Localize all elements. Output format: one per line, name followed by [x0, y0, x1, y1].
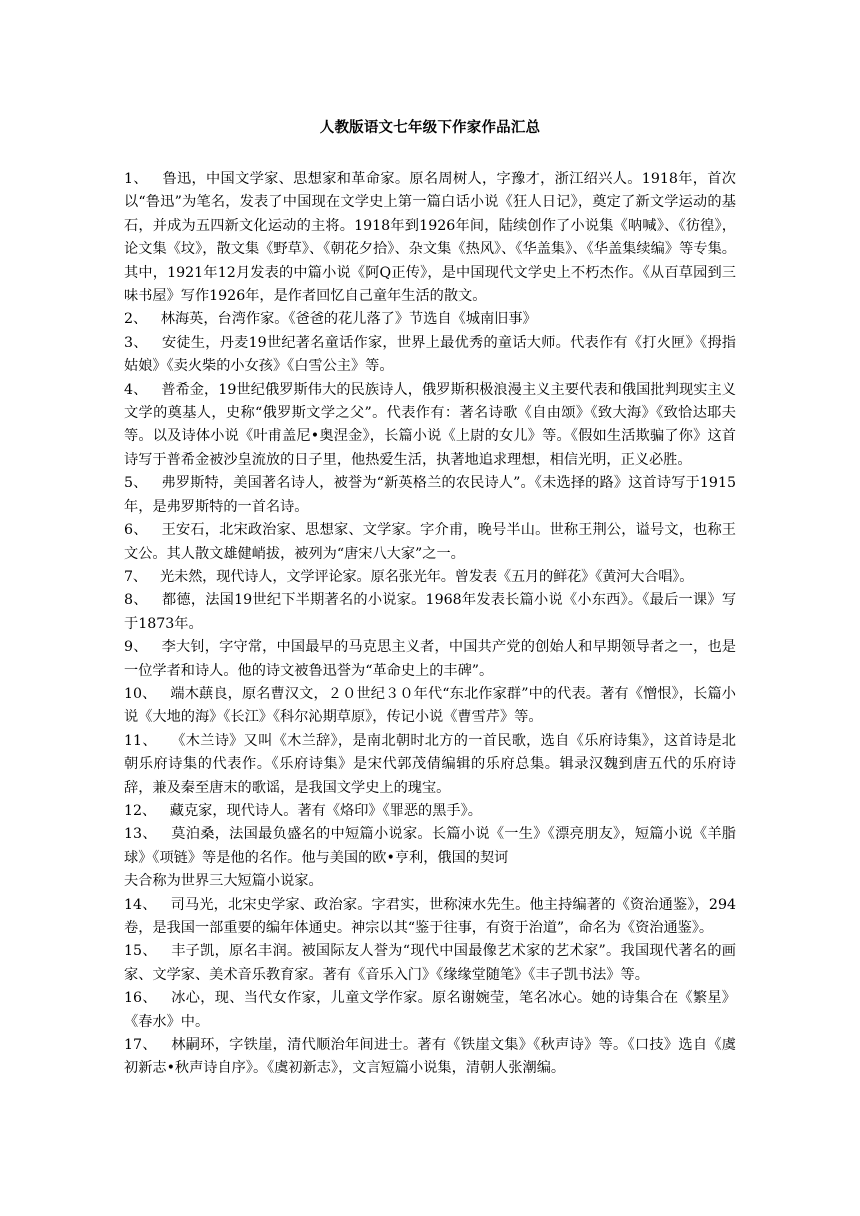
item-text: 林嗣环，字铁崖，清代顺治年间进士。著有《铁崖文集》《秋声诗》等。《口技》选自《虞初新志•秋声诗自序》。《虞初新志》，文言短篇小说集，清朝人张潮编。 [124, 1037, 736, 1077]
document-title: 人教版语文七年级下作家作品汇总 [319, 120, 541, 136]
list-item [124, 823, 736, 870]
item-text: 普希金，19世纪俄罗斯伟大的民族诗人，俄罗斯积极浪漫主义主要代表和俄国批判现实主义文学的奠基人，史称“俄罗斯文学之父”。代表作有：著名诗歌《自由颂》《致大海》《致恰达耶夫等。以及诗体小说《叶甫盖尼•奥涅金》，长篇小说《上尉的女儿》等。《假如生活欺骗了你》这首诗写于普希金被沙皇流放的日子里，他热爱生活，执著地追求理想，相信光明，正义必胜。 [124, 381, 736, 468]
item-text: 冰心，现、当代女作家，儿童文学作家。原名谢婉莹，笔名冰心。她的诗集合在《繁星》《春水》中。 [124, 990, 736, 1030]
entry-list [124, 168, 736, 1081]
item-text: 司马光，北宋史学家、政治家。字君实，世称涑水先生。他主持编著的《资治通鉴》，294卷，是我国一部重要的编年体通史。神宗以其“鉴于往事，有资于治道”，命名为《资治通鉴》。 [124, 896, 736, 936]
item-text: 《木兰诗》又叫《木兰辞》，是南北朝时北方的一首民歌，选自《乐府诗集》，这首诗是北朝乐府诗集的代表作。《乐府诗集》是宋代郭茂倩编辑的乐府总集。辑录汉魏到唐五代的乐府诗辞，兼及秦至唐末的歌谣，是我国文学史上的瑰宝。 [124, 732, 736, 796]
list-item [124, 379, 736, 473]
item-text: 藏克家，现代诗人。著有《烙印》《罪恶的黑手》。 [169, 802, 482, 819]
item-text: 都德，法国19世纪下半期著名的小说家。1968年发表长篇小说《小东西》。《最后一课》写于1873年。 [124, 592, 737, 632]
list-item [124, 730, 736, 800]
item-number: 5、 [124, 475, 148, 492]
item-number: 12、 [124, 802, 157, 819]
list-item [124, 800, 736, 823]
item-text: 端木蕻良，原名曹汉文，２０世纪３０年代“东北作家群”中的代表。著有《憎恨》，长篇小说《大地的海》《长江》《科尔沁期草原》，传记小说《曹雪芹》等。 [124, 685, 736, 726]
list-item [124, 472, 736, 519]
item-number: 14、 [124, 896, 157, 913]
item-number: 3、 [124, 334, 148, 351]
item-text: 丰子凯，原名丰润。被国际友人誉为“现代中国最像艺术家的艺术家”。我国现代著名的画家、文学家、美术音乐教育家。著有《音乐入门》《缘缘堂随笔》《丰子凯书法》等。 [124, 943, 736, 983]
list-item [124, 894, 736, 941]
list-item [124, 1034, 736, 1081]
item-number: 10、 [124, 685, 157, 702]
list-item [124, 566, 736, 589]
item-text: 莫泊桑，法国最负盛名的中短篇小说家。长篇小说《一生》《漂亮朋友》，短篇小说《羊脂球》《项链》等是他的名作。他与美国的欧•亨利，俄国的契诃 [124, 826, 736, 866]
list-item [124, 589, 736, 636]
item-text: 鲁迅，中国文学家、思想家和革命家。原名周树人，字豫才，浙江绍兴人。1918年，首次以“鲁迅”为笔名，发表了中国现在文学史上第一篇白话小说《狂人日记》，奠定了新文学运动的基石，并成为五四新文化运动的主将。1918年到1926年间，陆续创作了小说集《呐喊》、《彷徨》，论文集《坟》，散文集《野草》、《朝花夕拾》、杂文集《热风》、《华盖集》、《华盖集续编》等专集。其中，1921年12月发表的中篇小说《阿Q正传》，是中国现代文学史上不朽杰作。《从百草园到三味书屋》写作1926年，是作者回忆自己童年生活的散文。 [124, 171, 736, 305]
list-item [124, 168, 736, 308]
item-number: 17、 [124, 1037, 157, 1054]
list-item [124, 332, 736, 379]
item-text: 林海英，台湾作家。《爸爸的花儿落了》节选自《城南旧事》 [160, 311, 537, 328]
item-number: 8、 [124, 592, 148, 609]
item-number: 6、 [124, 522, 148, 539]
list-item [124, 519, 736, 566]
item-number: 7、 [124, 568, 147, 585]
item-text: 弗罗斯特，美国著名诗人，被誉为“新英格兰的农民诗人”。《未选择的路》这首诗写于1915年，是弗罗斯特的一首名诗。 [124, 475, 737, 515]
item-number: 16、 [124, 990, 157, 1007]
list-item-continuation [124, 870, 736, 893]
item-text: 夫合称为世界三大短篇小说家。 [124, 873, 323, 890]
item-text: 王安石，北宋政治家、思想家、文学家。字介甫，晚号半山。世称王荆公，谥号文，也称王文公。其人散文雄健峭拔，被列为“唐宋八大家”之一。 [124, 522, 736, 562]
item-number: 4、 [124, 381, 148, 398]
item-text: 光未然，现代诗人，文学评论家。原名张光年。曾发表《五月的鲜花》《黄河大合唱》。 [160, 568, 694, 585]
item-number: 1、 [124, 171, 148, 187]
list-item [124, 308, 736, 331]
list-item [124, 987, 736, 1034]
list-item [124, 683, 736, 730]
item-text: 安徒生，丹麦19世纪著名童话作家，世界上最优秀的童话大师。代表作有《打火匣》《拇指姑娘》《卖火柴的小女孩》《白雪公主》等。 [124, 334, 736, 375]
list-item [124, 940, 736, 987]
item-number: 9、 [124, 639, 148, 656]
item-text: 李大钊，字守常，中国最早的马克思主义者，中国共产党的创始人和早期领导者之一，也是一位学者和诗人。他的诗文被鲁迅誉为“革命史上的丰碑”。 [124, 639, 736, 679]
item-number: 2、 [124, 311, 148, 328]
item-number: 13、 [124, 826, 157, 843]
item-number: 11、 [124, 732, 157, 749]
list-item [124, 636, 736, 683]
item-number: 15、 [124, 943, 157, 960]
